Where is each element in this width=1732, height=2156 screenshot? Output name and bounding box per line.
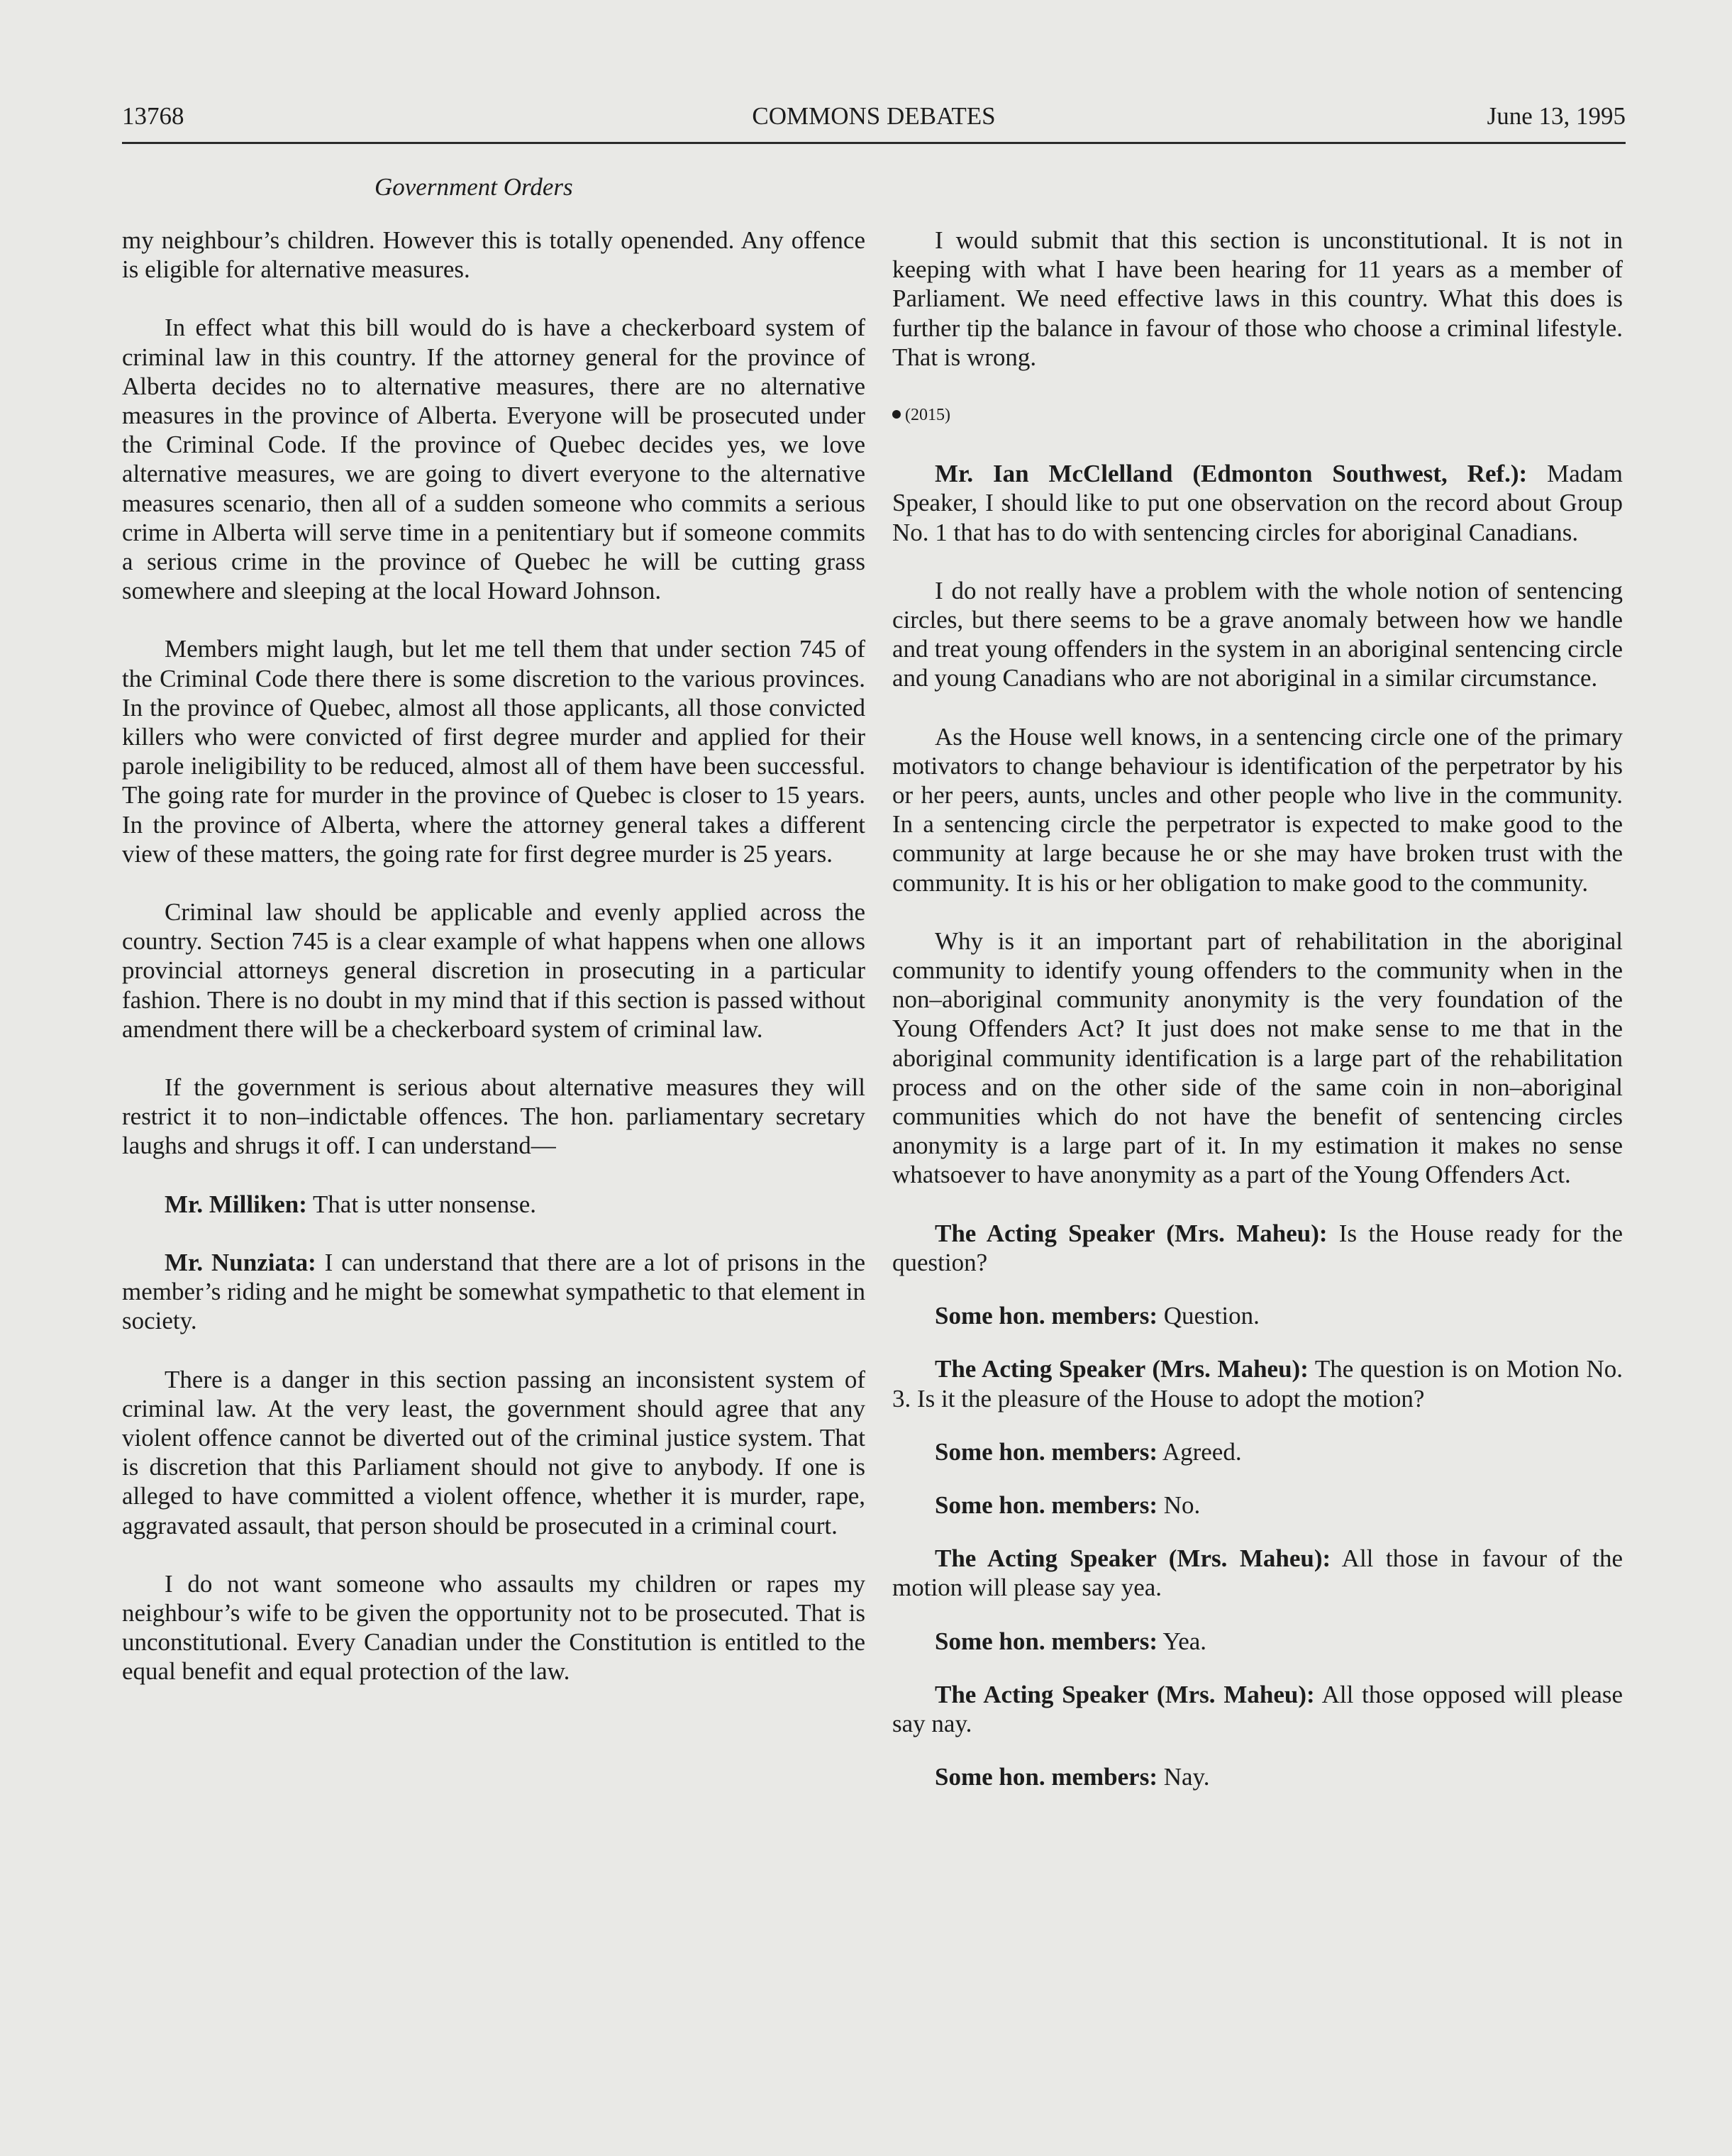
paragraph: If the government is serious about alternative measures they will restrict it to non–indictable offences. The hon. parliamentary secretary laughs and shrugs it off. I can understand— <box>122 1073 865 1160</box>
paragraph: I do not really have a problem with the whole notion of sentencing circles, but there seems to be a grave anomaly between how we handle and treat young offenders in the system in an aboriginal sentencing circle and young Canadians who are not aboriginal in a similar circumstance. <box>892 576 1623 692</box>
page-number: 13768 <box>122 102 184 130</box>
paragraph: In effect what this bill would do is have a checkerboard system of criminal law in this country. If the attorney general for the province of Alberta decides no to alternative measures, there are no alternative measures in the province of Alberta. Everyone will be prosecuted under the Criminal Code. If the province of Quebec decides yes, we love alternative measures, we are going to divert everyone to the alternative measures scenario, then all of a sudden someone who commits a serious crime in Alberta will serve time in a penitentiary but if someone commits a serious crime in the province of Quebec he will be cutting grass somewhere and sleeping at the local Howard Johnson. <box>122 314 865 605</box>
speech-paragraph <box>892 1544 1623 1602</box>
speech-text: The question is on Motion No. 3. Is it the pleasure of the House to adopt the motion? <box>892 1355 1623 1413</box>
speech-paragraph <box>892 1762 1623 1791</box>
section-label: Government Orders <box>374 173 573 201</box>
speech-text: Madam Speaker, I should like to put one observation on the record about Group No. 1 that has to do with sentencing circles for aboriginal Canadians. <box>892 460 1623 546</box>
speech-text: Agreed. <box>1162 1437 1242 1466</box>
speech-text: Nay. <box>1163 1763 1210 1791</box>
paragraph: Members might laugh, but let me tell them that under section 745 of the Criminal Code there there is some discretion to the various provinces. In the province of Quebec, almost all those applicants, all those convicted killers who were convicted of first degree murder and applied for their parole ineligibility to be reduced, almost all of them have been successful. The going rate for murder in the province of Quebec is closer to 15 years. In the province of Alberta, where the attorney general takes a different view of these matters, the going rate for first degree murder is 25 years. <box>122 635 865 868</box>
speech-text: All those in favour of the motion will please say yea. <box>892 1544 1623 1602</box>
header-rule <box>122 142 1626 144</box>
paragraph: As the House well knows, in a sentencing circle one of the primary motivators to change behaviour is identification of the perpetrator by his or her peers, aunts, uncles and other people who live in the community. In a sentencing circle the perpetrator is expected to make good to the community at large because he or she may have broken trust with the community. It is his or her obligation to make good to the community. <box>892 722 1623 897</box>
speaker-name: The Acting Speaker (Mrs. Maheu): <box>935 1544 1331 1573</box>
speech-paragraph <box>892 1627 1623 1656</box>
speaker-name: The Acting Speaker (Mrs. Maheu): <box>935 1680 1315 1708</box>
paragraph: I would submit that this section is unconstitutional. It is not in keeping with what I have been hearing for 11 years as a member of Parliament. We need effective laws in this country. What this does is further tip the balance in favour of those who choose a criminal lifestyle. That is wrong. <box>892 226 1623 371</box>
publication-date: June 13, 1995 <box>1487 102 1626 130</box>
speaker-name: Some hon. members: <box>935 1491 1158 1519</box>
speaker-name: Some hon. members: <box>935 1627 1158 1655</box>
timestamp <box>892 401 1623 430</box>
speech-paragraph <box>892 1491 1623 1520</box>
paragraph: I do not want someone who assaults my children or rapes my neighbour’s wife to be given the opportunity not to be prosecuted. That is unconstitutional. Every Canadian under the Constitution is entitled to the equal benefit and equal protection of the law. <box>122 1569 865 1686</box>
speech-paragraph <box>892 1437 1623 1466</box>
paragraph: my neighbour’s children. However this is totally openended. Any offence is eligible for alternative measures. <box>122 226 865 284</box>
left-column <box>122 226 865 1715</box>
speaker-name: Some hon. members: <box>935 1302 1158 1330</box>
speech-text: That is utter nonsense. <box>313 1190 536 1218</box>
speech-paragraph <box>892 1680 1623 1738</box>
speaker-name: Mr. Ian McClelland (Edmonton Southwest, Ref.): <box>935 460 1528 488</box>
speaker-name: Mr. Milliken: <box>165 1190 307 1218</box>
speaker-name: Some hon. members: <box>935 1763 1158 1791</box>
speech-text: I can understand that there are a lot of prisons in the member’s riding and he might be somewhat sympathetic to that element in society. <box>122 1248 865 1335</box>
speech-paragraph <box>892 1354 1623 1413</box>
speech-paragraph <box>892 1219 1623 1277</box>
page-header <box>122 102 1626 145</box>
speech-paragraph <box>122 1248 865 1336</box>
publication-title: COMMONS DEBATES <box>752 102 996 130</box>
speech-paragraph <box>892 1301 1623 1330</box>
speech-text: Yea. <box>1162 1627 1207 1655</box>
speaker-name: Some hon. members: <box>935 1437 1158 1466</box>
speaker-name: The Acting Speaker (Mrs. Maheu): <box>935 1219 1328 1247</box>
timestamp-text: (2015) <box>905 406 950 425</box>
speech-paragraph <box>892 459 1623 547</box>
paragraph: There is a danger in this section passing an inconsistent system of criminal law. At the very least, the government should agree that any violent offence cannot be diverted out of the criminal justice system. That is discretion that this Parliament should not give to anybody. If one is alleged to have committed a violent offence, whether it is murder, rape, aggravated assault, that person should be prosecuted in a criminal court. <box>122 1365 865 1539</box>
speaker-name: The Acting Speaker (Mrs. Maheu): <box>935 1355 1309 1383</box>
speech-text: Is the House ready for the question? <box>892 1219 1623 1276</box>
speech-paragraph <box>122 1190 865 1219</box>
speaker-name: Mr. Nunziata: <box>165 1248 316 1276</box>
speech-text: Question. <box>1163 1302 1260 1330</box>
bullet-icon <box>892 410 901 419</box>
right-column <box>892 226 1623 1815</box>
speech-text: All those opposed will please say nay. <box>892 1680 1623 1737</box>
paragraph: Why is it an important part of rehabilitation in the aboriginal community to identify young offenders to the community when in the non–aboriginal community anonymity is the very foundation of the Young Offenders Act? It just does not make sense to me that in the aboriginal community identification is a large part of the rehabilitation process and on the other side of the same coin in non–aboriginal communities which do not have the benefit of sentencing circles anonymity is a large part of it. In my estimation it makes no sense whatsoever to have anonymity as a part of the Young Offenders Act. <box>892 927 1623 1189</box>
paragraph: Criminal law should be applicable and evenly applied across the country. Section 745 is a clear example of what happens when one allows provincial attorneys general discretion in prosecuting in a particular fashion. There is no doubt in my mind that if this section is passed without amendment there will be a checkerboard system of criminal law. <box>122 898 865 1043</box>
speech-text: No. <box>1163 1491 1201 1519</box>
